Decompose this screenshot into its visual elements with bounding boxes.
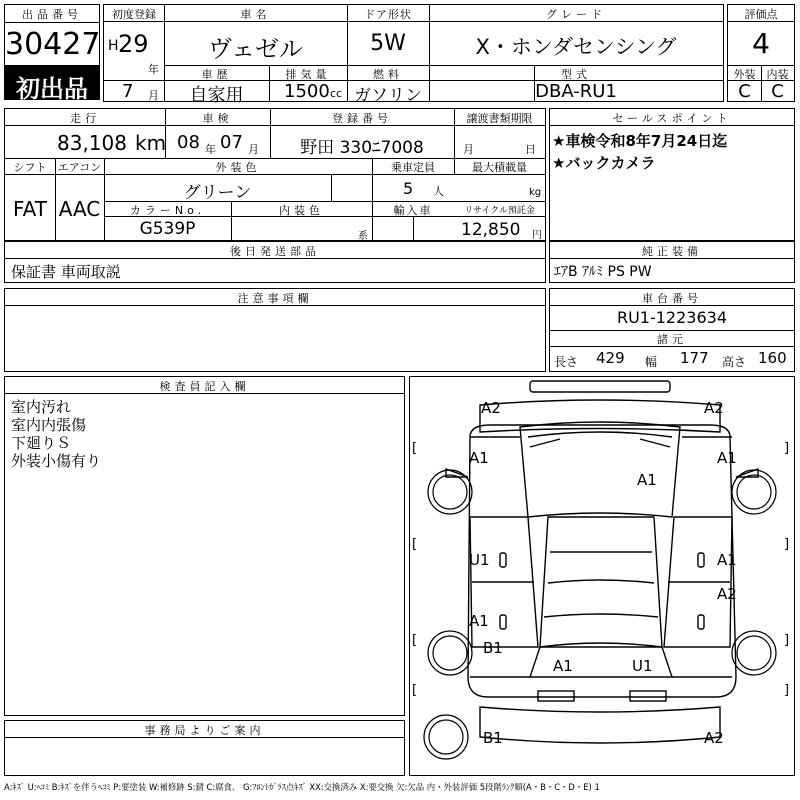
damage-mark-right-rear-door: A2 [717, 585, 737, 603]
color: グリーン [183, 183, 252, 203]
grade: X・ホンダセンシング [475, 35, 677, 59]
bracket-left-top: [ [412, 441, 418, 456]
shift-label: シフト [13, 161, 47, 174]
sales-point-1: ★車検令和8年7月24日迄 [552, 132, 728, 150]
mileage-unit: km [135, 131, 167, 155]
transfer-label: 譲渡書類期限 [466, 112, 533, 125]
damage-mark-rear-left: A1 [553, 657, 573, 675]
fuel: ガソリン [354, 86, 422, 106]
followup-parts: 保証書 車両取説 [11, 263, 121, 281]
score: 4 [752, 27, 770, 60]
sales-points-label: セールスポイント [612, 112, 732, 125]
inspection-month-unit: 月 [248, 143, 259, 156]
plate-label: 登録番号 [332, 112, 392, 125]
recycle-unit: 円 [532, 230, 542, 241]
ext-grade: C [738, 81, 751, 102]
width-label: 幅 [645, 355, 658, 369]
inspection-year: 08 [177, 132, 200, 153]
shift: FAT [12, 197, 47, 221]
recycle-label: リサイクル預託金 [464, 206, 535, 216]
lot-number: 30427 [5, 27, 101, 62]
length: 429 [596, 349, 625, 367]
history-label: 車歴 [201, 68, 232, 81]
damage-mark-left-front-door: U1 [469, 551, 490, 569]
inspection-label: 車検 [202, 112, 233, 125]
interior-color-unit: 系 [358, 231, 368, 242]
ext-grade-label: 外装 [733, 68, 756, 81]
grade-label: グレード [546, 8, 606, 21]
equipment: ｴｱB ｱﾙﾐ PS PW [554, 264, 652, 280]
inspector-note-4: 外装小傷有り [11, 452, 102, 470]
displacement-unit: cc [330, 87, 343, 100]
color-code-label: カラーNo. [129, 204, 206, 217]
damage-mark-right-fender: A1 [717, 449, 737, 467]
chassis-number: RU1-1223634 [616, 308, 728, 327]
first-listing-badge [4, 66, 100, 103]
load-unit: kg [529, 187, 542, 198]
sales-point-2: ★バックカメラ [552, 154, 656, 172]
damage-mark-left-rear-door: A1 [469, 612, 489, 630]
load-label: 最大積載量 [472, 161, 527, 174]
sales-points-box [549, 108, 795, 241]
damage-mark-rear-right: U1 [632, 657, 653, 675]
model: DBA-RU1 [535, 81, 617, 102]
bracket-right-mid: ] [784, 537, 790, 552]
header-grid [103, 4, 724, 106]
damage-mark-front-right: A2 [704, 399, 724, 417]
office-info-label: 事務局よりご案内 [144, 724, 265, 737]
bracket-left-bottom: [ [412, 683, 418, 698]
damage-mark-rear-bumper-left: B1 [483, 729, 503, 747]
car-outline [410, 377, 794, 775]
car-name-label: 車名 [240, 8, 271, 21]
damage-mark-front-left: A2 [481, 399, 501, 417]
color-label: 外装色 [215, 161, 261, 174]
displacement-label: 排気量 [285, 68, 331, 81]
fuel-label: 燃料 [373, 68, 403, 81]
ac: AAC [58, 197, 101, 221]
bracket-right-top: ] [784, 441, 790, 456]
office-info-box [4, 720, 405, 776]
int-grade-label: 内装 [766, 68, 789, 81]
car-name: ヴェゼル [207, 35, 304, 63]
height-label: 高さ [722, 355, 747, 369]
transfer-day-unit: 日 [525, 143, 536, 156]
inspector-notes-label: 検査員記入欄 [159, 380, 250, 393]
inspection-month: 07 [220, 132, 243, 153]
damage-mark-left-fender: A1 [469, 449, 489, 467]
reg-month: 7 [122, 81, 134, 102]
inspector-note-1: 室内汚れ [11, 398, 72, 416]
first-reg-label: 初度登録 [112, 8, 156, 21]
inspector-notes-box [4, 376, 405, 716]
damage-mark-rear-bumper-right: A2 [704, 729, 724, 747]
import-label: 輸入車 [393, 204, 433, 217]
door-type: 5W [370, 31, 406, 56]
bracket-right-bottom: ] [784, 683, 790, 698]
history: 自家用 [189, 85, 244, 106]
equipment-label: 純正装備 [642, 245, 702, 258]
details-grid [4, 108, 546, 241]
recycle-amount: 12,850 [461, 220, 521, 240]
capacity-label: 乗車定員 [391, 161, 435, 174]
damage-diagram [409, 376, 795, 776]
interior-color-label: 内装色 [279, 204, 324, 217]
ac-label: エアコン [57, 161, 102, 174]
bracket-right-low: ] [784, 633, 790, 648]
specs-label: 諸元 [657, 333, 687, 346]
chassis-label: 車台番号 [642, 292, 702, 305]
lot-number-box [4, 4, 100, 66]
capacity-unit: 人 [433, 185, 444, 198]
length-label: 長さ [554, 355, 579, 369]
followup-parts-label: 後日発送部品 [230, 245, 320, 258]
first-listing-label: 初出品 [16, 75, 88, 103]
era: H [108, 38, 119, 54]
color-code: G539P [139, 219, 196, 239]
month-unit: 月 [148, 89, 159, 102]
legend: A:ｷｽﾞ U:ﾍｺﾐ B:ｷｽﾞを伴うﾍｺﾐ P:要塗装 W:補修跡 S:錆 C:腐食、 G:ﾌﾛﾝﾄｶﾞﾗｽ点ｷｽﾞ XX:交換済み X:要交換 欠:欠品 内・外装評価 5段階ﾗﾝｸ順(A・B・C・D・E) 1 [4, 782, 600, 792]
damage-mark-right-front-door: A1 [717, 551, 737, 569]
equipment-box [549, 241, 795, 283]
notes-label: 注意事項欄 [237, 292, 313, 305]
notes-box [4, 288, 546, 372]
score-label: 評価点 [744, 8, 778, 21]
plate: 野田 330ﾆ7008 [300, 138, 424, 158]
mileage: 83,108 [57, 131, 127, 155]
width: 177 [680, 349, 709, 367]
inspector-note-2: 室内内張傷 [11, 416, 87, 434]
followup-parts-box [4, 241, 546, 283]
mileage-label: 走行 [70, 112, 100, 125]
model-label: 型式 [561, 68, 591, 81]
bracket-left-low: [ [412, 633, 418, 648]
score-box [727, 4, 795, 102]
reg-year: 29 [118, 30, 149, 58]
transfer-month-unit: 月 [463, 143, 474, 156]
lot-number-label: 出品番号 [22, 8, 82, 21]
bracket-left-mid: [ [412, 537, 418, 552]
displacement: 1500 [284, 81, 330, 102]
damage-mark-roof: A1 [637, 471, 657, 489]
int-grade: C [771, 81, 784, 102]
chassis-box [549, 288, 795, 372]
capacity: 5 [403, 179, 414, 198]
door-label: ドア形状 [364, 8, 412, 21]
height: 160 [758, 349, 787, 367]
damage-mark-left-quarter: B1 [483, 639, 503, 657]
year-unit: 年 [148, 63, 159, 76]
inspector-note-3: 下廻りＳ [11, 434, 72, 452]
inspection-year-unit: 年 [205, 143, 216, 156]
